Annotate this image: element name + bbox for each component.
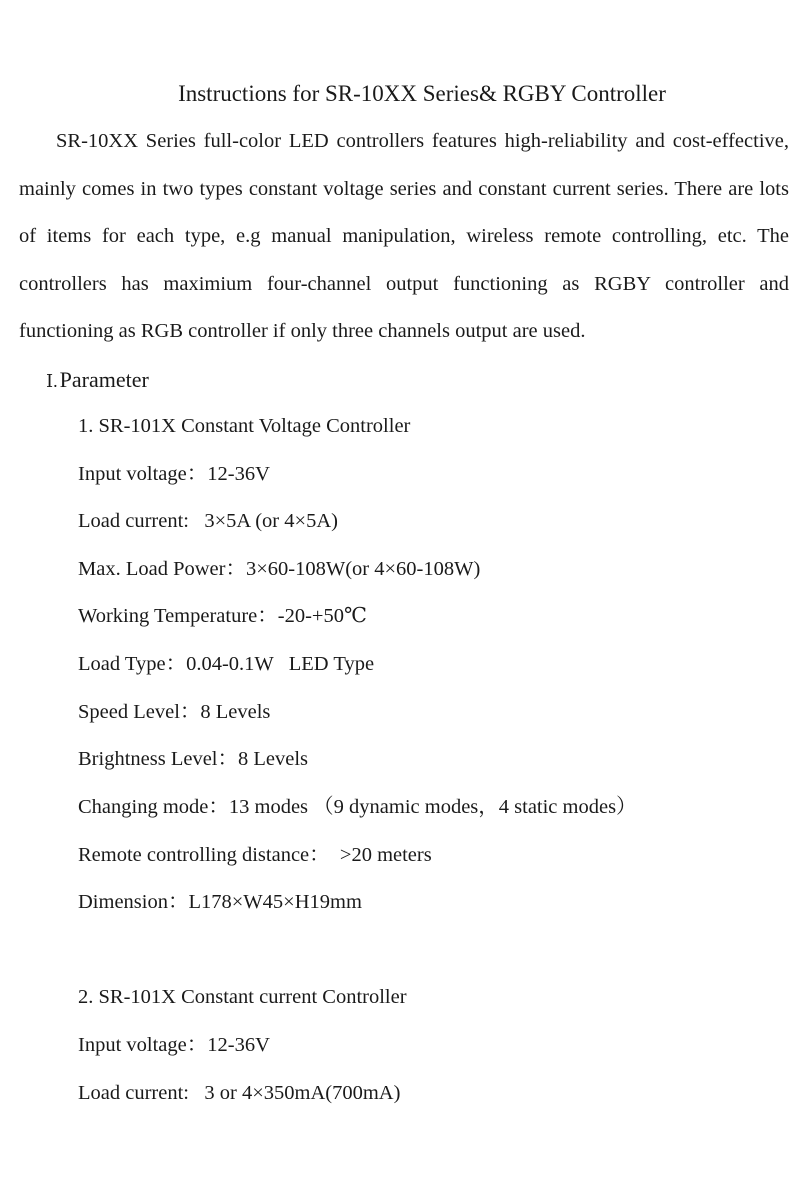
cv-load-type: Load Type：0.04-0.1W LED Type — [78, 653, 375, 675]
cv-dimension: Dimension：L178×W45×H19mm — [78, 891, 362, 913]
document-title: Instructions for SR-10XX Series& RGBY Controller — [178, 81, 666, 106]
section-number: Ⅰ. — [46, 371, 58, 391]
cv-remote-distance: Remote controlling distance： >20 meters — [78, 844, 432, 866]
cv-speed-level: Speed Level：8 Levels — [78, 701, 271, 723]
cv-input-voltage: Input voltage：12-36V — [78, 463, 270, 485]
cv-max-load-power: Max. Load Power：3×60-108W(or 4×60-108W) — [78, 558, 481, 580]
cv-brightness-level: Brightness Level：8 Levels — [78, 748, 309, 770]
intro-paragraph: SR-10XX Series full-color LED controllers features high-reliability and cost-effective, mainly comes in two types constant voltage series and constant current series. There are lots of items for each type, e.g manual manipulation, wireless remote controlling, etc. The controllers has maximium four-channel output functioning as RGBY controller and functioning as RGB controller if only three channels output are used. — [19, 130, 789, 343]
cv-working-temperature: Working Temperature：-20-+50℃ — [78, 605, 367, 627]
cc-input-voltage: Input voltage：12-36V — [78, 1034, 270, 1056]
cc-controller-heading: 2. SR-101X Constant current Controller — [78, 986, 407, 1008]
cv-changing-mode: Changing mode：13 modes （9 dynamic modes，4 static modes） — [78, 796, 637, 818]
cv-controller-heading: 1. SR-101X Constant Voltage Controller — [78, 415, 411, 437]
section-heading-parameter — [46, 364, 149, 397]
cv-load-current: Load current: 3×5A (or 4×5A) — [78, 510, 338, 532]
section-title: Parameter — [59, 367, 149, 392]
cc-load-current: Load current: 3 or 4×350mA(700mA) — [78, 1082, 401, 1104]
